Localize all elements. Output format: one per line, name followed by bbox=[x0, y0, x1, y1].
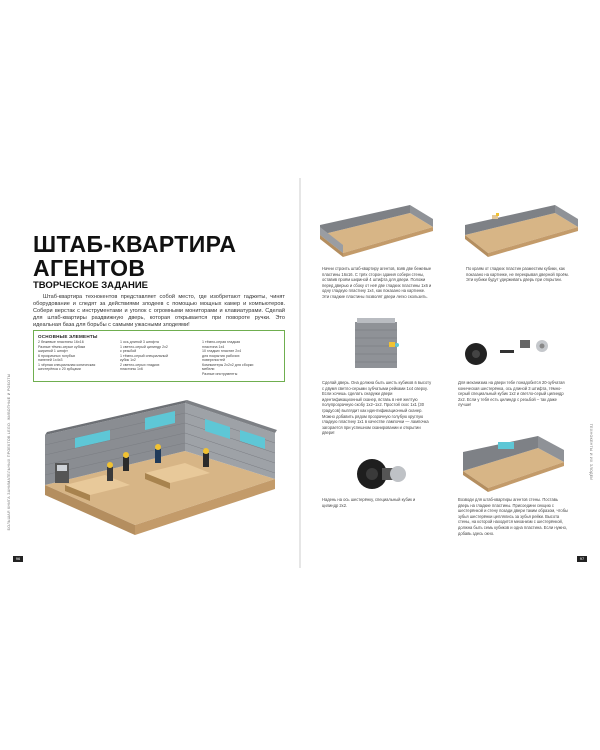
element-item: с резьбой bbox=[120, 349, 137, 353]
step-4-caption: Для механизма на двери тебе понадобится 20-зубчатая коническая шестерёнка, ось длиной 3 штифта, тёмно-серый специальный кубик 1x2 и светло-серый цилиндр 2x2. Если у тебя есть цилиндр с резьбой – так даже лучше! bbox=[458, 380, 565, 408]
step-1-photo bbox=[315, 205, 435, 260]
element-item: пластина 1x4 bbox=[202, 344, 225, 349]
element-item: 1 ось длиной 3 штифта bbox=[120, 340, 159, 344]
element-item: кубик 1x2 bbox=[120, 358, 136, 362]
step-5-caption: Надень на ось шестерёнку, специальный кубик и цилиндр 2x2. bbox=[322, 497, 416, 508]
step-1-caption: Начни строить штаб-квартиру агентов, взяв две бежевые пластины 16x16. С трёх сторон здания собери стены, оставив проём шириной 4 штифта для двери. Положи перед дверью и сбоку от неё две гладких пластины 1x6 и одну гладкую пластину 1x4, как показано на картинке. Эти гладкие пластины позволят двери легко скользить. bbox=[322, 266, 432, 299]
hq-scene-illustration bbox=[35, 393, 285, 541]
element-item: 2 светло-серых гладких bbox=[120, 362, 160, 367]
title-line-2: АГЕНТОВ bbox=[33, 255, 146, 281]
elements-column-1 bbox=[38, 340, 116, 376]
element-item: панелей 1x4x3 bbox=[38, 358, 63, 362]
page-title bbox=[33, 232, 236, 280]
right-running-header: ТЕХНОКЕНТЫ И ИХ ЗЛОДЕИ bbox=[589, 423, 593, 481]
page-gutter bbox=[299, 178, 301, 568]
element-item: 6 прозрачных голубых bbox=[38, 353, 76, 358]
element-item: для покрытия рабочих bbox=[202, 353, 240, 358]
step-4-parts-photo bbox=[460, 332, 560, 372]
element-item: 2 бежевые пластины 16x16 bbox=[38, 340, 84, 344]
element-item: 1 тёмно-серый специальный bbox=[120, 353, 169, 358]
element-item: поверхностей bbox=[202, 358, 225, 362]
element-item: 1 тёмно-серая гладкая bbox=[202, 340, 241, 344]
step-5-assembled-gear-photo bbox=[350, 450, 410, 495]
step-3-caption: Сделай дверь. Она должна быть шесть кубиков в высоту с двумя светло-серыми зубчатыми рейками 1x4 сверху. Если хочешь сделать снаружи двери идентификационный сканер, вставь в неё желтую полупрозрачную скобу 1x2–1x2. Простой скос 1x1 (30 градусов) выглядит как идентификационный сканер. Можно добавить рядом прозрачную голубую круглую гладкую пластину 1x1 в качестве лампочки — лампочка загорается при успешном сканировании и открытии двери! bbox=[322, 380, 432, 436]
element-item: Разные тёмно-серые кубики bbox=[38, 344, 86, 349]
key-elements-heading: ОСНОВНЫЕ ЭЛЕМЕНТЫ bbox=[38, 334, 98, 339]
element-item: 1 светло-серый цилиндр 2x2 bbox=[120, 344, 168, 349]
step-2-caption: По краям от гладких пластин разместим кубики, как показано на картинке, не перекрывая дверной проём. Эти кубики будут удерживать дверь при открытии. bbox=[466, 266, 569, 283]
section-subtitle: ТВОРЧЕСКОЕ ЗАДАНИЕ bbox=[33, 280, 149, 291]
element-item: 10 гладких пластин 2x4 bbox=[202, 349, 242, 353]
element-item: пластины 1x6 bbox=[120, 367, 143, 371]
element-item: 1 чёрная специальная коническая bbox=[38, 362, 96, 367]
step-3-door-photo bbox=[345, 318, 410, 373]
element-item: шириной 1 штифт bbox=[38, 349, 68, 353]
step-6-caption: Возводи для штаб-квартиры агентов стены. Поставь дверь на гладкие пластины. Присоедини секцию с шестерёнкой и стену позади двери таким образом, чтобы зубья шестерёнки цеплялись за зубья рейки. Высота стены, на которой находится механизм с шестерёнкой, должна быть семь кубиков и одна пластина. Если нужно, добавь здесь окно. bbox=[458, 497, 568, 536]
step-6-walls-photo bbox=[458, 436, 568, 496]
elements-column-2 bbox=[120, 340, 198, 376]
left-running-header: БОЛЬШАЯ КНИГА ЗАНИМАТЕЛЬНЫХ ПРОЕКТОВ LEGO. ЖИВОТНЫЕ И РОБОТЫ bbox=[7, 373, 11, 531]
element-item: шестерёнка с 20 зубцами bbox=[38, 367, 81, 371]
intro-paragraph: Штаб-квартира технокентов представляет собой место, где изобретают гаджеты, чинят оборудование и следят за действиями злодеев с помощью мощных камер и компьютеров. Собери верстак с инструментами и уголок с огромными мониторами и клавиатурами. Сделай для штаб-квартиры раздвижную дверь, которая открывается при повороте ручки. Это идеальная база для борьбы с самыми ужасными злодеями! bbox=[33, 294, 285, 329]
step-2-photo bbox=[460, 205, 580, 260]
key-elements-box bbox=[33, 330, 285, 382]
element-item: Разные инструменты bbox=[202, 371, 238, 376]
title-line-1: ШТАБ-КВАРТИРА bbox=[33, 231, 237, 257]
elements-column-3 bbox=[202, 340, 280, 376]
element-item: Компьютеры 2x2x2 для сборки bbox=[202, 362, 254, 367]
left-page-number: 96 bbox=[13, 556, 23, 562]
right-page-number: 97 bbox=[577, 556, 587, 562]
element-item: мебели bbox=[202, 367, 215, 371]
